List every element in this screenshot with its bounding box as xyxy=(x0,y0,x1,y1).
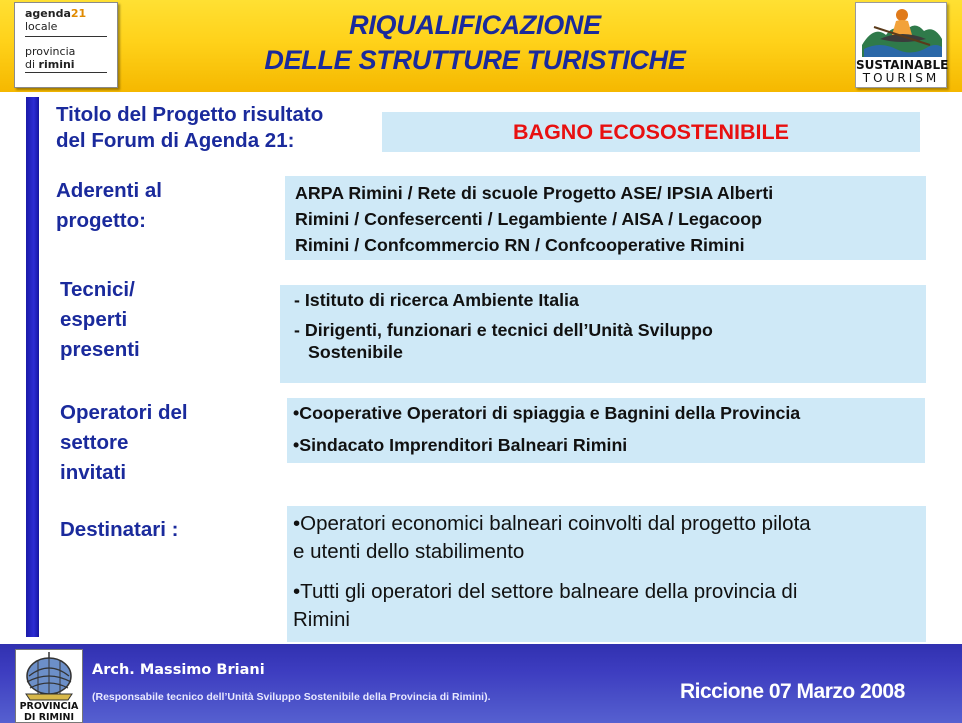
author-role: (Responsabile tecnico dell’Unità Sviluppo Sostenibile della Provincia di Rimini). xyxy=(92,691,491,703)
provincia-logo xyxy=(15,649,83,723)
operatori-label xyxy=(60,398,188,488)
prov-logo-line1: PROVINCIA xyxy=(19,701,79,712)
title-line-2: DELLE STRUTTURE TURISTICHE xyxy=(264,45,686,75)
operatori-item-2: •Sindacato Imprenditori Balneari Rimini xyxy=(293,435,628,455)
aderenti-label-line1: Aderenti al xyxy=(56,179,162,202)
tecnici-item-1: - Istituto di ricerca Ambiente Italia xyxy=(294,290,579,310)
tecnici-label-line2: esperti xyxy=(60,308,128,331)
agenda-provincia: provincia xyxy=(25,45,76,58)
slide-footer xyxy=(0,644,962,723)
tecnici-label xyxy=(60,275,140,365)
agenda-word: agenda xyxy=(25,7,71,20)
tecnici-item-2-line1: - Dirigenti, funzionari e tecnici dell’Unità Sviluppo xyxy=(294,320,713,340)
destinatari-label: Destinatari : xyxy=(60,518,179,541)
agenda-number: 21 xyxy=(70,7,87,20)
destinatari-item-1-line2: e utenti dello stabilimento xyxy=(293,540,525,563)
title-line-1: RIQUALIFICAZIONE xyxy=(349,10,601,40)
destinatari-item-1 xyxy=(293,510,920,566)
operatori-label-line2: settore xyxy=(60,431,129,454)
destinatari-item-2-line2: Rimini xyxy=(293,608,350,631)
aderenti-label-line2: progetto: xyxy=(56,209,146,232)
st-logo-line2: TOURISM xyxy=(862,71,940,85)
destinatari-box xyxy=(287,506,926,642)
st-logo-line1: SUSTAINABLE xyxy=(856,58,949,72)
operatori-box xyxy=(287,398,925,463)
sustainable-tourism-icon xyxy=(860,5,944,59)
prov-logo-line2: DI RIMINI xyxy=(23,712,75,723)
author-name: Arch. Massimo Briani xyxy=(92,662,265,678)
operatori-item-1: •Cooperative Operatori di spiaggia e Bagnini della Provincia xyxy=(293,403,801,423)
aderenti-line-3: Rimini / Confcommercio RN / Confcooperative Rimini xyxy=(295,235,745,255)
project-label-line2: del Forum di Agenda 21: xyxy=(56,129,295,152)
slide-header xyxy=(0,0,962,92)
operatori-label-line3: invitati xyxy=(60,461,127,484)
event-date: Riccione 07 Marzo 2008 xyxy=(680,680,905,703)
agenda21-logo xyxy=(14,2,118,88)
tecnici-label-line1: Tecnici/ xyxy=(60,278,135,301)
agenda-di: di xyxy=(25,58,36,71)
sustainable-tourism-logo xyxy=(855,2,947,88)
aderenti-line-1: ARPA Rimini / Rete di scuole Progetto ASE/ IPSIA Alberti xyxy=(295,183,774,203)
left-accent-bar xyxy=(26,97,39,637)
aderenti-line-2: Rimini / Confesercenti / Legambiente / AISA / Legacoop xyxy=(295,209,763,229)
aderenti-box xyxy=(285,176,926,260)
tecnici-label-line3: presenti xyxy=(60,338,140,361)
destinatari-item-2 xyxy=(293,578,920,634)
agenda-locale: locale xyxy=(25,20,107,37)
agenda-rimini: rimini xyxy=(38,58,75,71)
destinatari-item-1-line1: •Operatori economici balneari coinvolti dal progetto pilota xyxy=(293,512,811,535)
provincia-crest-icon xyxy=(20,652,78,702)
aderenti-label xyxy=(56,176,162,236)
tecnici-item-2-line2: Sostenibile xyxy=(308,342,403,362)
destinatari-item-2-line1: •Tutti gli operatori del settore balneare della provincia di xyxy=(293,580,798,603)
slide-title xyxy=(150,8,800,78)
project-label xyxy=(56,102,323,154)
project-title-box: BAGNO ECOSOSTENIBILE xyxy=(382,112,920,152)
operatori-label-line1: Operatori del xyxy=(60,401,188,424)
tecnici-box xyxy=(280,285,926,383)
project-label-line1: Titolo del Progetto risultato xyxy=(56,103,324,126)
tecnici-item-2 xyxy=(294,319,912,363)
